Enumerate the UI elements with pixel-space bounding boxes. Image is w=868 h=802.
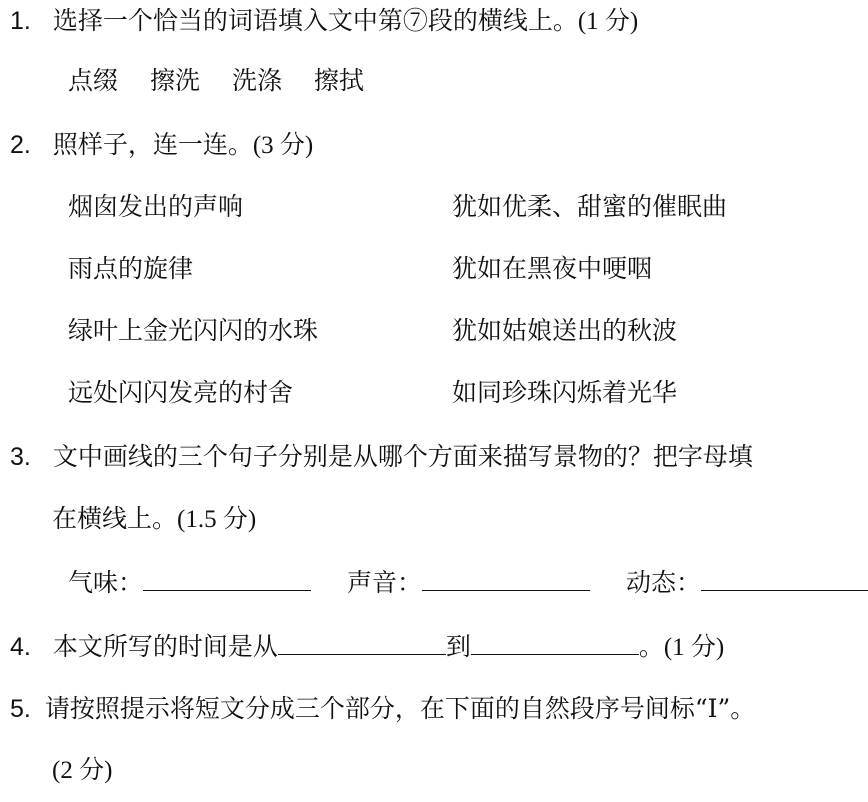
option-word: 擦洗 (149, 66, 200, 95)
question-number: 1. (10, 7, 31, 35)
score-label: (1 分) (577, 8, 639, 35)
match-left-item: 烟囱发出的声响 (68, 192, 244, 221)
match-left-item: 远处闪闪发亮的村舍 (68, 378, 294, 407)
answer-blank[interactable] (143, 566, 311, 591)
answer-blank[interactable] (278, 630, 446, 655)
question-1 (10, 6, 638, 37)
match-left-item: 绿叶上金光闪闪的水珠 (68, 316, 319, 345)
question-text: 在横线上。 (52, 504, 178, 533)
question-text: 请按照提示将短文分成三个部分，在下面的自然段序号间标“Ⅰ”。 (44, 694, 756, 723)
blank-label: 气味： (68, 568, 144, 597)
question-text: 到 (445, 632, 471, 661)
question-number: 3. (10, 443, 31, 471)
score-label: (1 分) (663, 634, 725, 661)
question-4 (10, 630, 724, 663)
question-3 (10, 442, 753, 472)
match-right-item: 犹如姑娘送出的秋波 (452, 316, 678, 345)
answer-blank[interactable] (471, 630, 639, 655)
question-number: 5. (10, 695, 31, 723)
answer-blank[interactable] (701, 566, 868, 591)
question-text: 选择一个恰当的词语填入文中第⑦段的横线上。 (52, 6, 578, 35)
blank-label: 动态： (625, 568, 701, 597)
question-text: 本文所写的时间是从 (52, 632, 278, 661)
score-label: (2 分) (52, 757, 113, 784)
score-label: (3 分) (252, 132, 314, 159)
match-right-item: 犹如在黑夜中哽咽 (452, 254, 653, 283)
question-number: 4. (10, 633, 31, 661)
option-word: 点缀 (68, 66, 119, 95)
question-3-continued (52, 504, 256, 535)
option-word: 洗涤 (231, 66, 282, 95)
question-text: 文中画线的三个句子分别是从哪个方面来描写景物的？把字母填 (52, 442, 753, 471)
match-left-item: 雨点的旋律 (68, 254, 194, 283)
blank-label: 声音： (346, 568, 422, 597)
match-right-item: 犹如优柔、甜蜜的催眠曲 (452, 192, 728, 221)
answer-blank[interactable] (422, 566, 590, 591)
score-label: (1.5 分) (177, 506, 257, 533)
question-5 (10, 694, 755, 724)
question-text: 。 (638, 632, 664, 661)
question-text: 照样子，连一连。 (52, 130, 253, 159)
option-word: 擦拭 (313, 66, 364, 95)
question-2 (10, 130, 313, 161)
question-number: 2. (10, 131, 31, 159)
q1-options (68, 66, 388, 96)
q3-blanks (68, 566, 868, 598)
match-right-item: 如同珍珠闪烁着光华 (452, 378, 678, 407)
